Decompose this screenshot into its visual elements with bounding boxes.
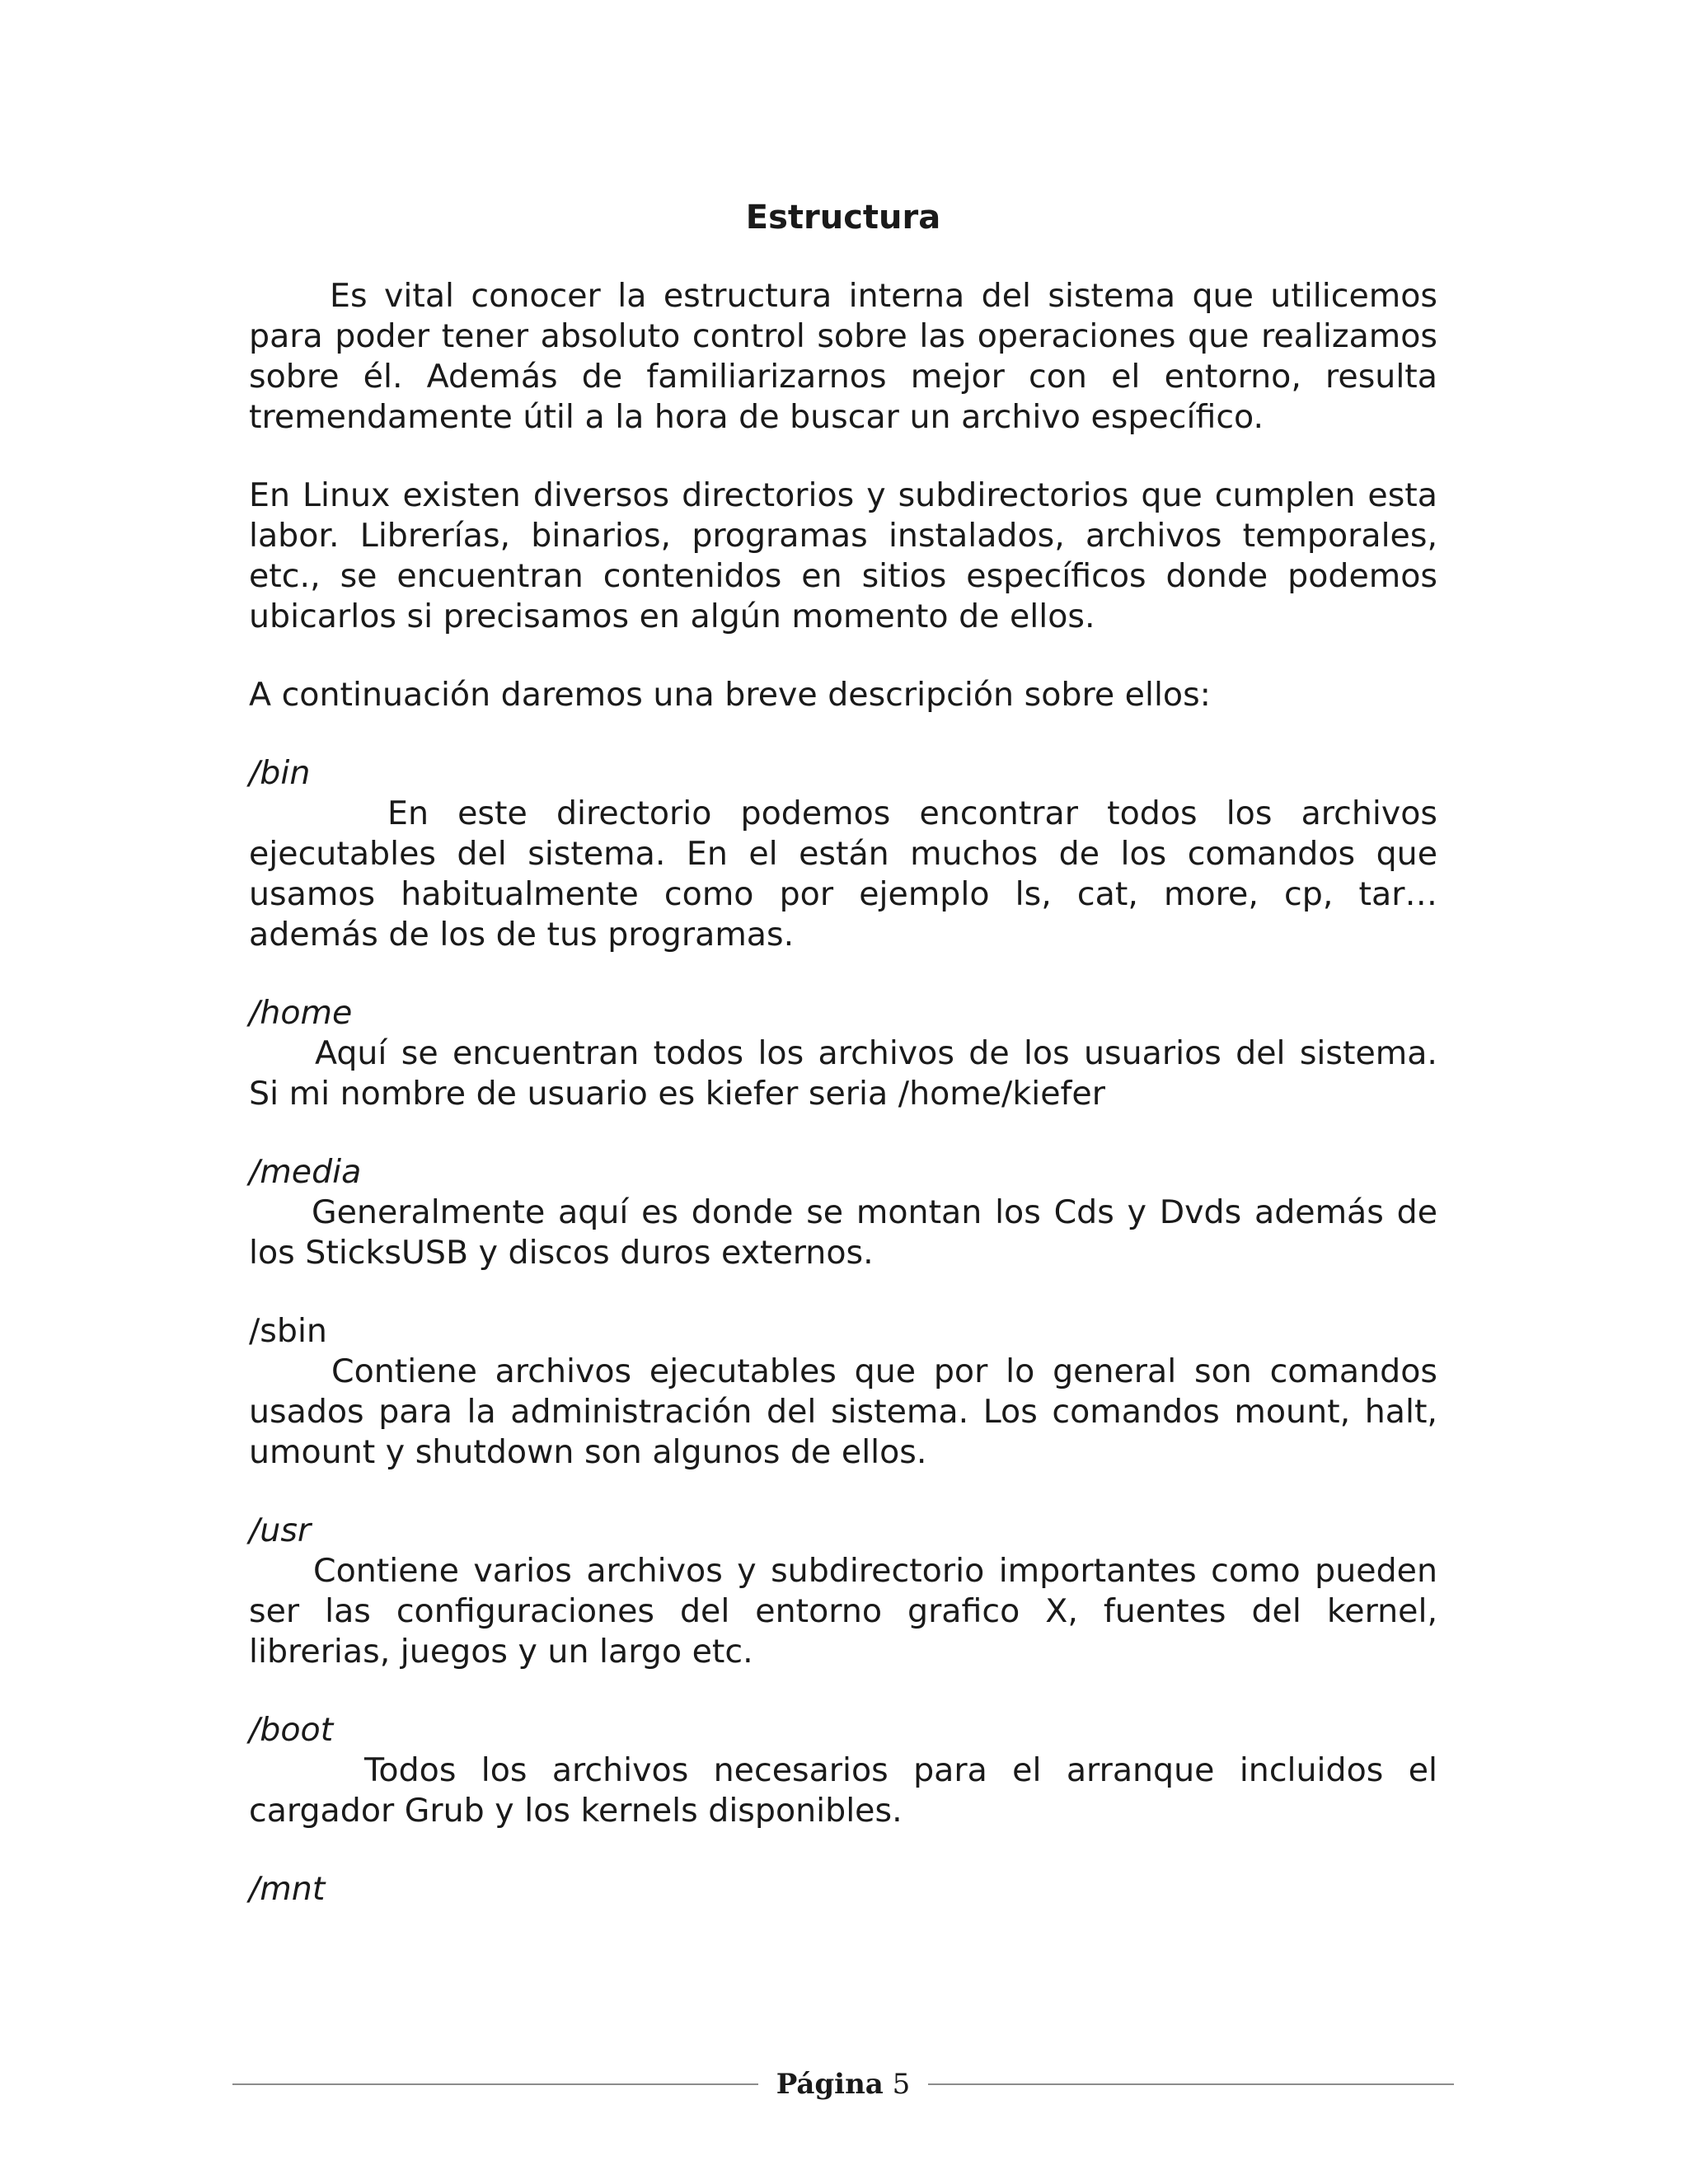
section-body: Todos los archivos necesarios para el arranque incluidos el cargador Grub y los kernels disponibles. [249,1751,1437,1830]
footer-rule-right [928,2083,1454,2085]
section-body: Contiene varios archivos y subdirectorio importantes como pueden ser las configuraciones del entorno grafico X, fuentes del kernel, librerias, juegos y un largo etc. [249,1552,1437,1671]
section-usr [249,1511,1437,1672]
intro-paragraph: En Linux existen diversos directorios y subdirectorios que cumplen esta labor. Librerías, binarios, programas instalados, archivos temporales, etc., se encuentran contenidos en sitios específicos donde podemos ubicarlos si precisamos en algún momento de ellos. [249,476,1437,635]
section-heading: /mnt [249,1870,326,1908]
section-sbin [249,1311,1437,1473]
footer-rule-left [232,2083,758,2085]
section-heading: /home [249,994,353,1032]
page-content [249,198,1437,1947]
intro-paragraph: Es vital conocer la estructura interna del sistema que utilicemos para poder tener absoluto control sobre las operaciones que realizamos sobre él. Además de familiarizarnos mejor con el entorno, resulta tremendamente útil a la hora de buscar un archivo específico. [249,277,1437,436]
page-number [758,2068,929,2101]
section-heading: /media [249,1153,362,1191]
section-body: En este directorio podemos encontrar todos los archivos ejecutables del sistema. En el están muchos de los comandos que usamos habitualmente como por ejemplo ls, cat, more, cp, tar… además de los de tus programas. [249,794,1437,954]
section-heading: /sbin [249,1312,327,1350]
section-body: Generalmente aquí es donde se montan los Cds y Dvds además de los SticksUSB y discos duros externos. [249,1193,1437,1272]
page-title: Estructura [745,199,941,237]
page-label: Página [776,2068,884,2101]
page-number-value: 5 [892,2068,911,2101]
section-boot [249,1710,1437,1831]
section-heading: /usr [249,1511,312,1549]
section-body: Aquí se encuentran todos los archivos de los usuarios del sistema. Si mi nombre de usuario es kiefer seria /home/kiefer [249,1034,1437,1113]
section-mnt [249,1869,1437,1910]
section-home [249,993,1437,1114]
section-bin [249,753,1437,955]
intro-paragraph: A continuación daremos una breve descripción sobre ellos: [249,676,1211,714]
section-body: Contiene archivos ejecutables que por lo general son comandos usados para la administración del sistema. Los comandos mount, halt, umount y shutdown son algunos de ellos. [249,1352,1437,1471]
page-footer [232,2064,1454,2105]
section-heading: /bin [249,754,311,792]
section-heading: /boot [249,1711,334,1749]
section-media [249,1152,1437,1273]
